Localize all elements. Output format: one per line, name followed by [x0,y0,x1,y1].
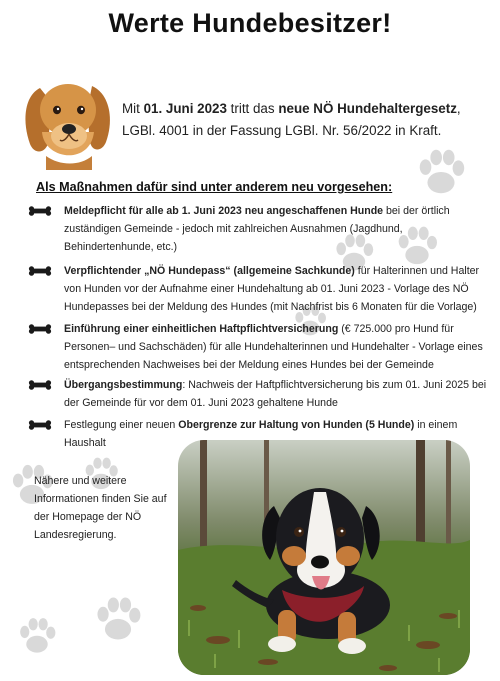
golden-retriever-illustration [20,70,115,170]
list-item: Festlegung einer neuen Obergrenze zur Haltung von Hunden (5 Hunde) in einem Haushalt [28,416,490,452]
dog-bone-icon [28,206,52,216]
list-item: Meldepflicht für alle ab 1. Juni 2023 neu angeschaffenen Hunde bei der örtlich zuständigen Gemeinde - jedoch mit zahlreichen Ausnahmen (Jagdhund, Behindertenhunde, etc.) [28,202,490,256]
page-title: Werte Hundebesitzer! [108,8,392,38]
dog-bone-icon [28,266,52,276]
puppy-photo [178,440,470,675]
info-text: Nähere und weitere Informationen finden Sie auf der Homepage der NÖ Landesregierung. [34,475,167,541]
law-name: neue NÖ Hundehaltergesetz [278,101,457,116]
list-item: Einführung einer einheitlichen Haftpflichtversicherung (€ 725.000 pro Hund für Personen– und Sachschäden) für alle Hundehalterinnen und Hundehalter - Vorlage eines entsprechenden Nachweises bei der Meldung eines Hundes bei der Gemeinde [28,320,490,374]
intro-paragraph: Mit 01. Juni 2023 tritt das neue NÖ Hundehaltergesetz, LGBl. 4001 in der Fassung LGBl. Nr. 56/2022 in Kraft. [122,101,461,138]
paw-print-icon [90,590,146,646]
list-item: Verpflichtender „NÖ Hundepass“ (allgemeine Sachkunde) für Halterinnen und Halter von Hunden vor der Aufnahme einer Hundehaltung ab 01. Juni 2023 - Vorlage des NÖ Hundepasses bei der Meldung des Hundes (mit Nachfrist bis 6 Monaten für die Vorlage) [28,262,490,316]
paw-print-icon [14,612,60,658]
measures-heading: Als Maßnahmen dafür sind unter anderem neu vorgesehen: [36,180,393,194]
dog-bone-icon [28,380,52,390]
dog-bone-icon [28,420,52,430]
paw-print-icon [412,142,470,200]
effective-date: 01. Juni 2023 [143,101,227,116]
dog-bone-icon [28,324,52,334]
list-item: Übergangsbestimmung: Nachweis der Haftpflichtversicherung bis zum 01. Juni 2025 bei der Gemeinde für vor dem 01. Juni 2023 gehaltene Hunde [28,376,490,412]
